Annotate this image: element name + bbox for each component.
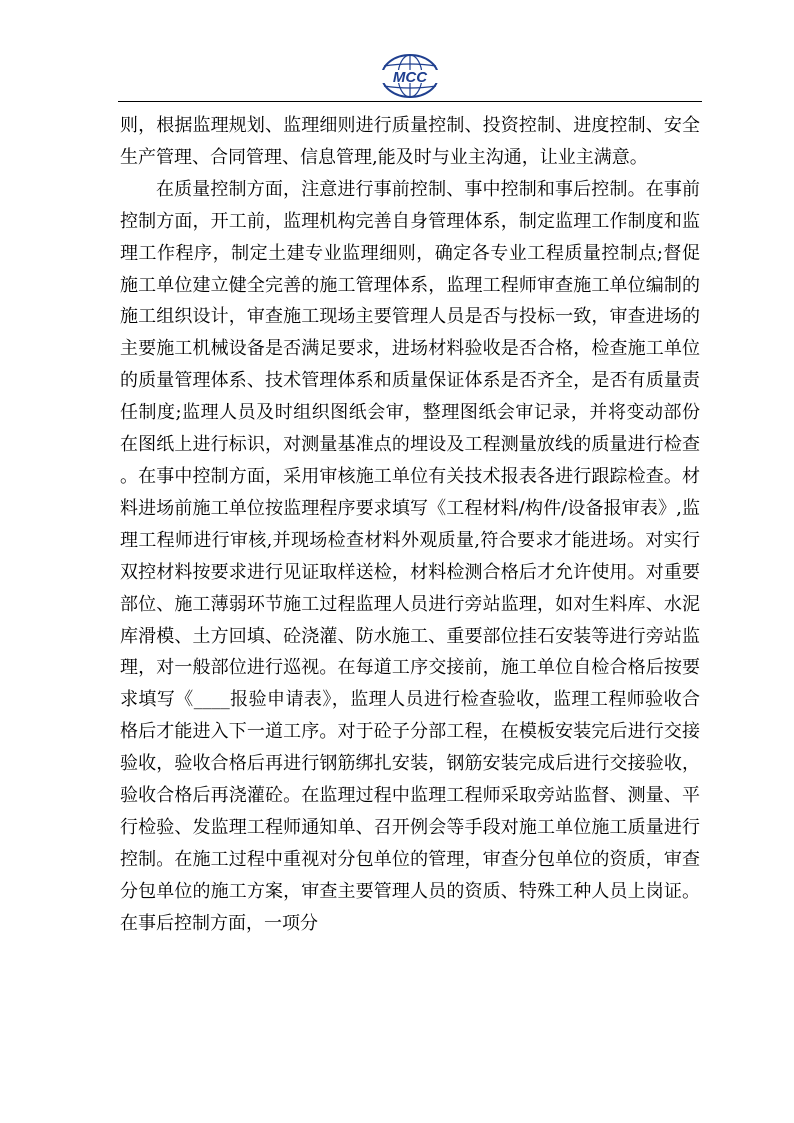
paragraph-continuation: 则，根据监理规划、监理细则进行质量控制、投资控制、进度控制、安全生产管理、合同管理、信息管理,能及时与业主沟通，让业主满意。 — [120, 115, 700, 168]
page-header — [0, 0, 794, 104]
header-divider — [118, 101, 702, 102]
company-logo — [376, 54, 444, 98]
paragraph-quality-control: 在质量控制方面，注意进行事前控制、事中控制和事后控制。在事前控制方面，开工前，监理机构完善自身管理体系，制定监理工作制度和监理工作程序，制定土建专业监理细则，确定各专业工程质量控制点;督促施工单位建立健全完善的施工管理体系，监理工程师审查施工单位编制的施工组织设计，审查施工现场主要管理人员是否与投标一致，审查进场的主要施工机械设备是否满足要求，进场材料验收是否合格，检查施工单位的质量管理体系、技术管理体系和质量保证体系是否齐全，是否有质量责任制度;监理人员及时组织图纸会审，整理图纸会审记录，并将变动部份在图纸上进行标识，对测量基准点的埋设及工程测量放线的质量进行检查。在事中控制方面，采用审核施工单位有关技术报表各进行跟踪检查。材料进场前施工单位按监理程序要求填写《工程材料/构件/设备报审表》,监理工程师进行审核,并现场检查材料外观质量,符合要求才能进场。对实行双控材料按要求进行见证取样送检，材料检测合格后才允许使用。对重要部位、施工薄弱环节施工过程监理人员进行旁站监理，如对生料库、水泥库滑模、土方回填、砼浇灌、防水施工、重要部位挂石安装等进行旁站监理，对一般部位进行巡视。在每道工序交接前，施工单位自检合格后按要求填写《____报验申请表》，监理人员进行检查验收，监理工程师验收合格后才能进入下一道工序。对于砼子分部工程，在模板安装完后进行交接验收，验收合格后再进行钢筋绑扎安装，钢筋安装完成后进行交接验收，验收合格后再浇灌砼。在监理过程中监理工程师采取旁站监督、测量、平行检验、发监理工程师通知单、召开例会等手段对施工单位施工质量进行控制。在施工过程中重视对分包单位的管理，审查分包单位的资质，审查分包单位的施工方案，审查主要管理人员的资质、特殊工种人员上岗证。在事后控制方面，一项分 — [120, 178, 700, 934]
document-body — [120, 110, 700, 940]
logo-text: MCC — [392, 69, 428, 86]
